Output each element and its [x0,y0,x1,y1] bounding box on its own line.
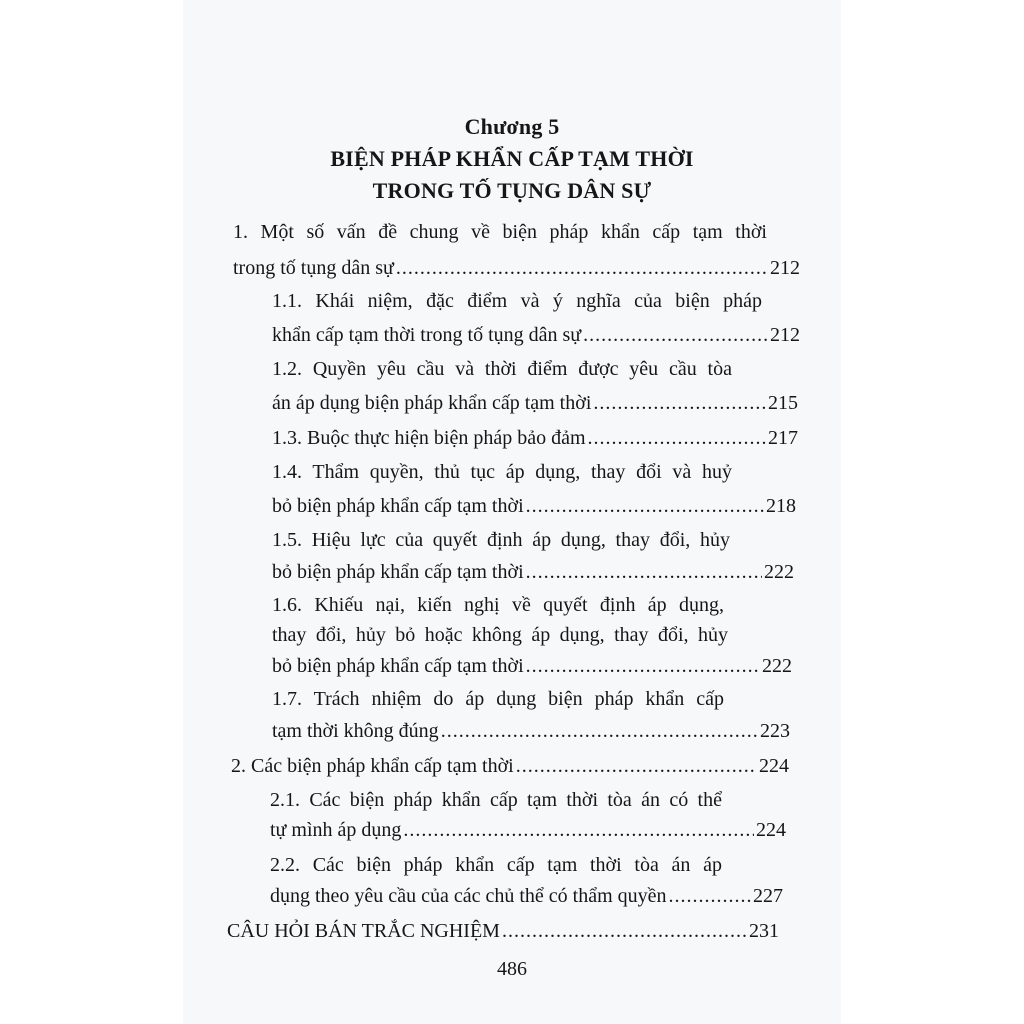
toc-entry-2-2 [270,883,783,909]
toc-entry-1-7-page: 223 [760,720,790,742]
toc-entry-1 [233,255,800,281]
toc-entry-1-5 [272,559,794,585]
dot-leader [516,753,757,779]
toc-entry-3-page: 231 [749,920,779,942]
toc-entry-2-2-page: 227 [753,885,783,907]
toc-entry-1-3-page: 217 [768,427,798,449]
toc-entry-1-7-line-1: 1.7. Trách nhiệm do áp dụng biện pháp khẩn cấp [272,688,724,710]
toc-entry-2-1-page: 224 [756,819,786,841]
page-number: 486 [497,958,527,980]
toc-entry-1-4 [272,493,796,519]
dot-leader [526,559,762,585]
toc-entry-1-line-2: trong tố tụng dân sự [233,257,394,279]
dot-leader [403,817,754,843]
toc-entry-1-7-line-2: tạm thời không đúng [272,720,439,742]
toc-entry-1-4-page: 218 [766,495,796,517]
chapter-title-line-2: TRONG TỐ TỤNG DÂN SỰ [372,178,652,203]
toc-entry-1-5-line-1: 1.5. Hiệu lực của quyết định áp dụng, thay đổi, hủy [272,529,730,551]
chapter-label: Chương 5 [464,114,560,139]
dot-leader [593,390,766,416]
dot-leader [441,718,758,744]
toc-entry-2-line-1: 2. Các biện pháp khẩn cấp tạm thời [231,755,514,777]
toc-entry-1-page: 212 [770,257,800,279]
toc-entry-1-4-line-1: 1.4. Thẩm quyền, thủ tục áp dụng, thay đổi và huỷ [272,461,732,483]
toc-entry-1-6-page: 222 [762,655,792,677]
toc-entry-1-5-line-2: bỏ biện pháp khẩn cấp tạm thời [272,561,524,583]
toc-entry-1-6 [272,653,792,679]
dot-leader [396,255,768,281]
toc-entry-2-1-line-1: 2.1. Các biện pháp khẩn cấp tạm thời tòa án có thể [270,789,722,811]
toc-entry-3-line-1: CÂU HỎI BÁN TRẮC NGHIỆM [227,920,500,942]
toc-entry-2-page: 224 [759,755,789,777]
toc-entry-1-6-line-3: bỏ biện pháp khẩn cấp tạm thời [272,655,524,677]
toc-entry-1-2-line-2: án áp dụng biện pháp khẩn cấp tạm thời [272,392,592,414]
toc-entry-1-7 [272,718,790,744]
dot-leader [583,322,768,348]
toc-entry-1-2-page: 215 [768,392,798,414]
toc-entry-1-4-line-2: bỏ biện pháp khẩn cấp tạm thời [272,495,524,517]
toc-entry-2-1-line-2: tự mình áp dụng [270,819,402,841]
toc-entry-2-2-line-2: dụng theo yêu cầu của các chủ thể có thẩm quyền [270,885,667,907]
toc-entry-2 [231,753,789,779]
toc-entry-3 [227,918,779,944]
toc-entry-1-5-page: 222 [764,561,794,583]
toc-entry-1-3 [272,425,798,451]
dot-leader [669,883,751,909]
toc-entry-1-1-line-2: khẩn cấp tạm thời trong tố tụng dân sự [272,324,582,346]
toc-entry-1-1-line-1: 1.1. Khái niệm, đặc điểm và ý nghĩa của biện pháp [272,290,762,312]
toc-entry-1-3-line-1: 1.3. Buộc thực hiện biện pháp bảo đảm [272,427,586,449]
dot-leader [526,653,760,679]
toc-entry-2-2-line-1: 2.2. Các biện pháp khẩn cấp tạm thời tòa án áp [270,854,722,876]
chapter-title-line-1: BIỆN PHÁP KHẨN CẤP TẠM THỜI [330,146,694,171]
toc-entry-1-6-line-2: thay đổi, hủy bỏ hoặc không áp dụng, thay đổi, hủy [272,624,728,646]
toc-entry-1-line-1: 1. Một số vấn đề chung về biện pháp khẩn cấp tạm thời [233,221,767,243]
toc-entry-1-2-line-1: 1.2. Quyền yêu cầu và thời điểm được yêu cầu tòa [272,358,732,380]
dot-leader [526,493,764,519]
toc-entry-1-1-page: 212 [770,324,800,346]
dot-leader [502,918,747,944]
book-page [183,0,841,1024]
toc-entry-1-2 [272,390,798,416]
toc-entry-2-1 [270,817,786,843]
toc-entry-1-1 [272,322,800,348]
toc-entry-1-6-line-1: 1.6. Khiếu nại, kiến nghị về quyết định áp dụng, [272,594,724,616]
dot-leader [588,425,766,451]
